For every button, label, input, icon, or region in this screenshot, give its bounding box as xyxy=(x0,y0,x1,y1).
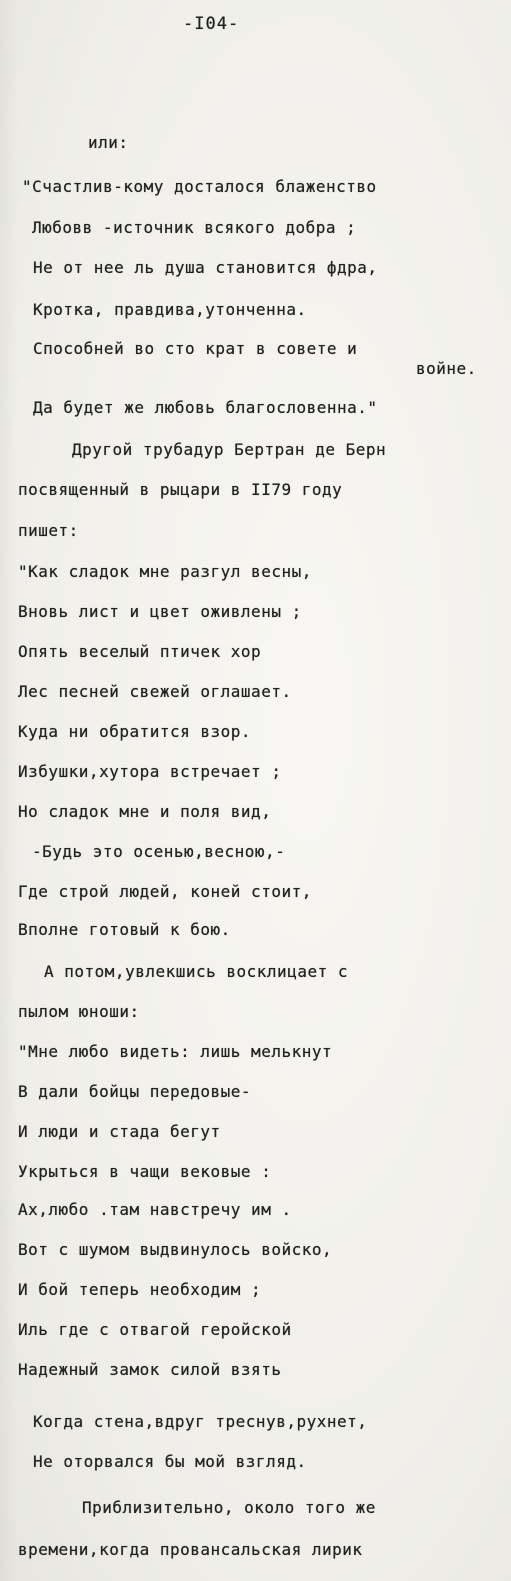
text-line: Вновь лист и цвет оживлены ; xyxy=(18,602,302,621)
text-line: Избушки,хутора встречает ; xyxy=(18,762,282,781)
text-line: пылом юноши: xyxy=(18,1002,140,1021)
text-line: Приблизительно, около того же xyxy=(82,1498,376,1517)
text-line: Ах,любо .там навстречу им . xyxy=(18,1200,292,1219)
text-line: Лес песней свежей оглашает. xyxy=(18,682,292,701)
text-line: Вот с шумом выдвинулось войско, xyxy=(18,1240,333,1259)
text-line: Другой трубадур Бертран де Берн xyxy=(72,440,387,459)
text-line: А потом,увлекшись восклицает с xyxy=(44,962,348,981)
text-line: посвященный в рыцари в II79 году xyxy=(18,480,343,499)
text-line: -Будь это осенью,весною,- xyxy=(32,842,286,861)
text-line: или: xyxy=(88,133,129,152)
text-line: Опять веселый птичек хор xyxy=(18,642,262,661)
text-line: войне. xyxy=(416,359,477,378)
text-line: "Как сладок мне разгул весны, xyxy=(18,562,312,581)
text-line: В дали бойцы передовые- xyxy=(18,1082,252,1101)
text-line: "Счастлив-кому досталося блаженство xyxy=(22,177,377,196)
text-line: пишет: xyxy=(18,521,79,540)
text-line: времени,когда провансальская лирик xyxy=(18,1540,363,1559)
page-number: -I04- xyxy=(183,14,240,34)
text-line: И люди и стада бегут xyxy=(18,1122,221,1141)
text-line: Вполне готовый к бою. xyxy=(18,920,231,939)
text-line: Куда ни обратится взор. xyxy=(18,722,252,741)
text-line: Не оторвался бы мой взгляд. xyxy=(33,1452,307,1471)
text-line: Способней во сто крат в совете и xyxy=(33,339,358,358)
text-line: Когда стена,вдруг треснув,рухнет, xyxy=(33,1412,368,1431)
text-line: Кротка, правдива,утонченна. xyxy=(33,300,307,319)
text-line: Но сладок мне и поля вид, xyxy=(18,802,272,821)
text-line: Любовв -источник всякого добра ; xyxy=(32,218,357,237)
text-line: Укрыться в чащи вековые : xyxy=(18,1162,272,1181)
text-line: Надежный замок силой взять xyxy=(18,1360,282,1379)
text-line: И бой теперь необходим ; xyxy=(18,1280,262,1299)
text-line: Не от нее ль душа становится фдра, xyxy=(33,258,378,277)
text-line: Да будет же любовь благословенна." xyxy=(33,398,378,417)
text-line: Где строй людей, коней стоит, xyxy=(18,882,312,901)
text-line: Иль где с отвагой геройской xyxy=(18,1320,292,1339)
text-line: "Мне любо видеть: лишь мелькнут xyxy=(18,1042,333,1061)
